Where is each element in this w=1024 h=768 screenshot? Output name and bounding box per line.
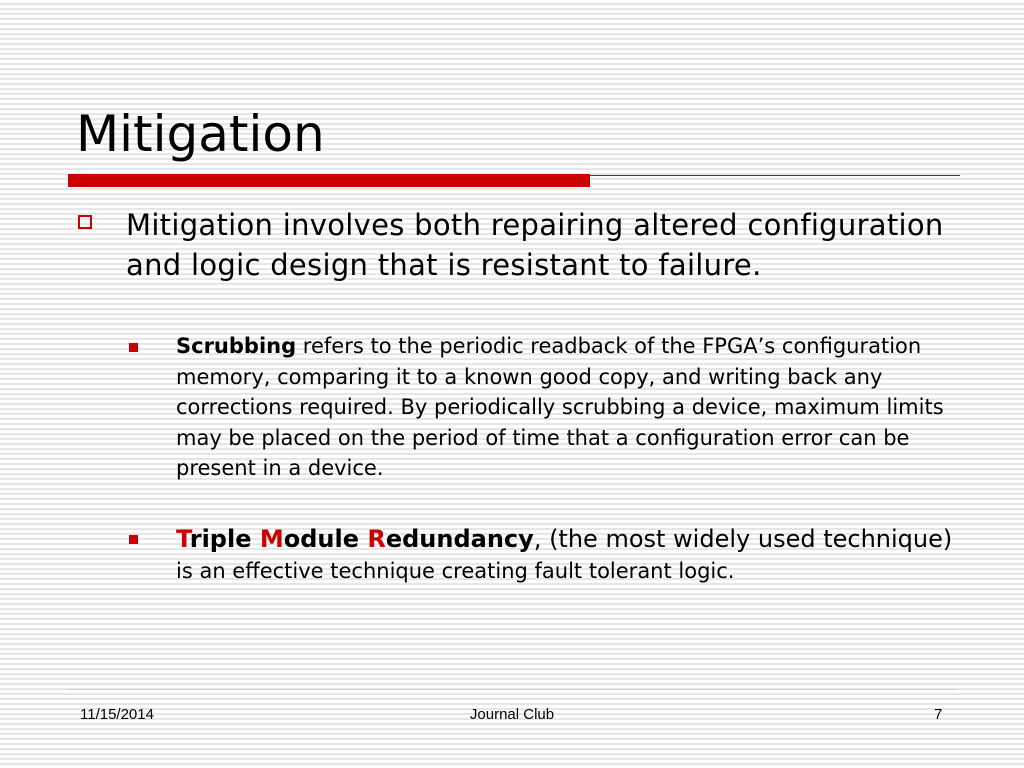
tmr-rest-m: odule [283, 525, 368, 553]
title-underline-thick [68, 174, 590, 187]
slide-title: Mitigation [76, 105, 325, 163]
tmr-letter-r: R [367, 525, 386, 553]
footer-title: Journal Club [469, 706, 555, 723]
tmr-note: , (the most widely used technique) [533, 525, 953, 553]
sub-bullet-tmr [176, 524, 966, 586]
tmr-letter-t: T [176, 525, 190, 553]
tmr-rest-r: edundancy [385, 525, 534, 553]
scrubbing-text: refers to the periodic readback of the FPGA’s configuration memory, comparing it to a known good copy, and writing back any corrections required. By periodically scrubbing a device, maximum limits may be placed on the period of time that a configuration error can be present in a device. [176, 334, 944, 480]
main-bullet-text: Mitigation involves both repairing altered configuration and logic design that is resistant to failure. [126, 208, 944, 282]
square-bullet-icon [129, 535, 138, 544]
scrubbing-term: Scrubbing [176, 334, 297, 358]
title-underline-thin [590, 175, 960, 176]
square-bullet-icon [129, 343, 138, 352]
tmr-text: is an effective technique creating fault tolerant logic. [176, 558, 735, 583]
footer-divider [68, 689, 956, 690]
tmr-letter-m: M [259, 525, 284, 553]
hollow-square-bullet-icon [78, 215, 92, 229]
footer-date: 11/15/2014 [80, 706, 154, 723]
page-number: 7 [934, 706, 943, 723]
sub-bullet-scrubbing [176, 331, 966, 484]
tmr-rest-t: riple [189, 525, 260, 553]
